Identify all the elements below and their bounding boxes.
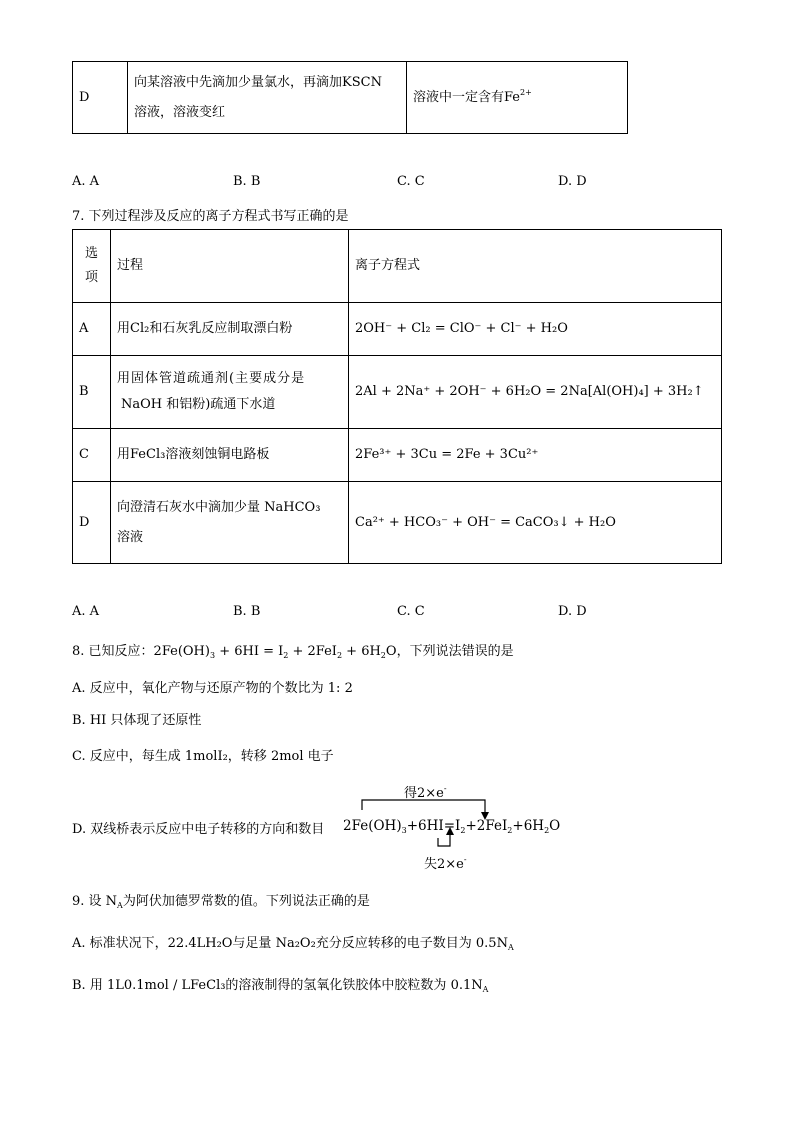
- q7-header-option-line1: 选: [84, 246, 98, 261]
- q6-choice-b[interactable]: B. B: [233, 174, 261, 189]
- q7-stem: 7. 下列过程涉及反应的离子方程式书写正确的是: [72, 209, 349, 224]
- q7-header-equation: 离子方程式: [349, 230, 722, 303]
- q6-operation-line2: 溶液，溶液变红: [134, 104, 226, 120]
- q7-row-a-process: 用Cl₂和石灰乳反应制取漂白粉: [111, 303, 349, 356]
- q7-row-c-equation: 2Fe³⁺ + 3Cu = 2Fe + 3Cu²⁺: [349, 429, 722, 482]
- q9-option-b[interactable]: [72, 974, 488, 993]
- q8-stem-suffix: ，下列说法错误的是: [396, 644, 514, 659]
- q9-stem-rest: 为阿伏加德罗常数的值。下列说法正确的是: [122, 894, 370, 909]
- q7-row-a-equation: 2OH⁻ + Cl₂ = ClO⁻ + Cl⁻ + H₂O: [349, 303, 722, 356]
- q6-row-d-option: D: [73, 62, 128, 134]
- q7-row-b-option: B: [73, 356, 111, 429]
- q9-stem: [72, 890, 370, 909]
- q8-option-b[interactable]: B. HI 只体现了还原性: [72, 713, 202, 728]
- q7-row-c-option: C: [73, 429, 111, 482]
- q8-loss-label: [424, 853, 467, 872]
- q7-choice-d[interactable]: D. D: [558, 604, 587, 619]
- q6-table: [72, 61, 628, 134]
- q7-row-c-process: 用FeCl₃溶液刻蚀铜电路板: [111, 429, 349, 482]
- q7-row-b-process-line1: 用固体管道疏通剂(主要成分是: [117, 371, 306, 386]
- q7-table: [72, 229, 722, 564]
- q7-header-process: 过程: [111, 230, 349, 303]
- q6-conclusion-text: 溶液中一定含有Fe: [413, 89, 521, 105]
- q8-loss-label-text: 失2×e: [424, 857, 464, 872]
- q8-option-d-text[interactable]: D. 双线桥表示反应中电子转移的方向和数目: [72, 822, 325, 837]
- q6-choice-a[interactable]: A. A: [72, 174, 100, 189]
- q7-row-d-process: [111, 482, 349, 564]
- q9-option-a-sub: A: [507, 943, 514, 952]
- q9-option-a[interactable]: [72, 932, 514, 951]
- q7-header-option: [73, 230, 111, 303]
- q7-row-d-process-line1: 向澄清石灰水中滴加少量 NaHCO₃: [117, 499, 321, 515]
- q8-bridge-equation: $2Fe(OH)_3+6HI=I_2+2FeI_2+6H_2O$: [343, 818, 561, 835]
- q9-option-b-sub: A: [482, 985, 489, 994]
- q8-reaction-equation: $2Fe(OH)_3 + 6HI = I_2 + 2FeI_2 + 6H_2O$: [153, 644, 397, 660]
- q7-header-option-line2: 项: [84, 270, 98, 285]
- q9-option-a-text: A. 标准状况下，22.4LH₂O与足量 Na₂O₂充分反应转移的电子数目为 0.5N: [72, 936, 508, 951]
- q8-option-a[interactable]: A. 反应中，氧化产物与还原产物的个数比为 1: 2: [72, 681, 353, 696]
- q6-row-d-conclusion: [407, 62, 628, 134]
- q8-stem-prefix: 8. 已知反应：: [72, 644, 154, 659]
- q7-row-d-equation: Ca²⁺ + HCO₃⁻ + OH⁻ = CaCO₃↓ + H₂O: [349, 482, 722, 564]
- q7-row-a-option: A: [73, 303, 111, 356]
- q7-row-b-process-line2: NaOH 和铝粉)疏通下水道: [121, 397, 276, 412]
- q6-row-d-operation: [128, 62, 407, 134]
- q7-row-d-process-line2: 溶液: [117, 529, 144, 545]
- q6-choice-c[interactable]: C. C: [397, 174, 425, 189]
- q9-stem-sub: A: [117, 901, 123, 910]
- q7-row-b-process: [111, 356, 349, 429]
- q6-operation-line1: 向某溶液中先滴加少量氯水，再滴加KSCN: [134, 74, 382, 90]
- q6-choice-d[interactable]: D. D: [558, 174, 587, 189]
- q8-stem: [72, 640, 514, 659]
- q7-choice-c[interactable]: C. C: [397, 604, 425, 619]
- q7-row-b-equation: 2Al + 2Na⁺ + 2OH⁻ + 6H₂O = 2Na[Al(OH)₄] + 3H₂↑: [349, 356, 722, 429]
- q7-choice-a[interactable]: A. A: [72, 604, 100, 619]
- q8-gain-label-charge: -: [443, 784, 447, 793]
- q9-stem-text: 9. 设 N: [72, 894, 118, 909]
- q8-option-c[interactable]: C. 反应中，每生成 1molI₂，转移 2mol 电子: [72, 749, 334, 764]
- q7-row-d-option: D: [73, 482, 111, 564]
- q9-option-b-text: B. 用 1L0.1mol / LFeCl₃的溶液制得的氢氧化铁胶体中胶粒数为 0.1N: [72, 978, 483, 993]
- q8-loss-label-charge: -: [463, 855, 467, 864]
- q6-conclusion-sup: 2+: [520, 87, 532, 97]
- q8-gain-label-text: 得2×e: [404, 786, 444, 801]
- q7-choice-b[interactable]: B. B: [233, 604, 261, 619]
